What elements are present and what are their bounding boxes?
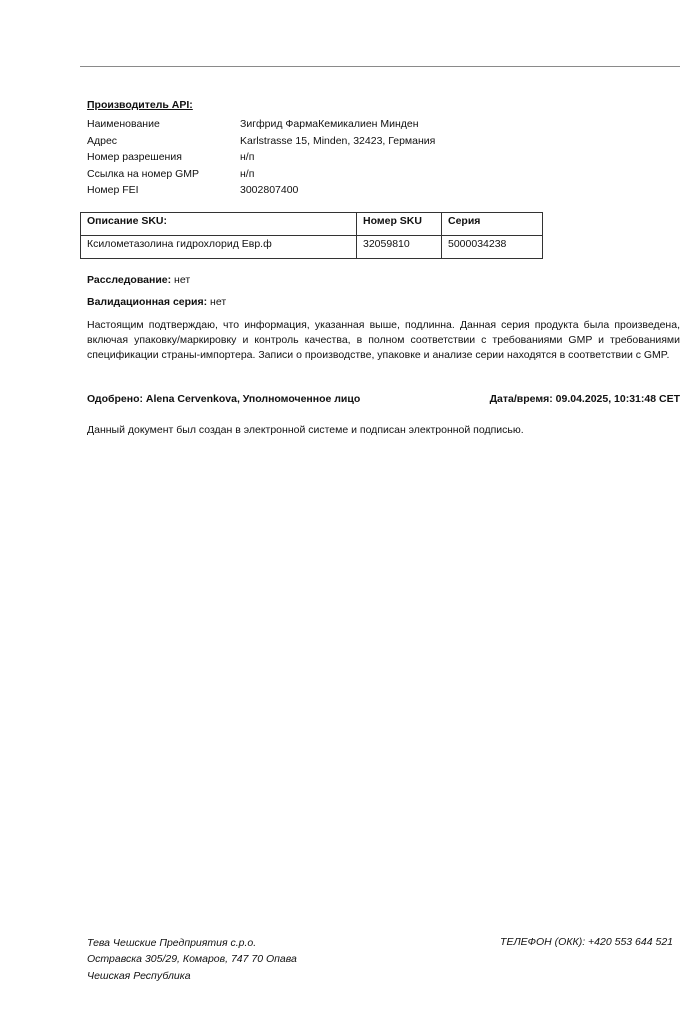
approval-row [87,392,680,407]
electronic-signature-note: Данный документ был создан в электронной системе и подписан электронной подписью. [87,424,524,436]
top-divider [80,66,680,67]
api-row [87,183,435,200]
sku-table [80,212,543,259]
footer-address: Остравска 305/29, Комаров, 747 70 Опава [87,953,297,966]
certification-statement: Настоящим подтверждаю, что информация, указанная выше, подлинна. Данная серия продукта была произведена, включая упаковку/маркировку и контроль качества, в полном соответствии с требованиями GMP и требованиями спецификации страны-импортера. Записи о производстве, упаковке и анализе серии находятся в соответствии с GMP. [87,319,680,362]
sku-cell-number: 32059810 [357,236,442,259]
api-row-value: н/п [240,167,255,180]
validation-line [87,295,680,310]
validation-value: нет [207,296,227,308]
footer-company: Тева Чешские Предприятия с.р.о. [87,937,257,949]
approved-by: Одобрено: Alena Cervenkova, Уполномоченное лицо [87,393,361,405]
approval-datetime: Дата/время: 09.04.2025, 10:31:48 CET [489,393,680,405]
api-producer-heading: Производитель API: [87,99,193,111]
api-row [87,134,435,151]
api-producer-section [87,98,680,200]
api-row-label: Адрес [87,134,118,147]
api-row-value: 3002807400 [240,184,299,197]
api-row-label: Номер разрешения [87,151,182,164]
sku-header-batch: Серия [442,213,543,236]
investigation-label: Расследование: [87,274,172,286]
sku-cell-description: Ксилометазолина гидрохлорид Евр.ф [81,236,357,259]
api-producer-table [87,117,435,200]
sku-header-description: Описание SKU: [81,213,357,236]
investigation-line [87,273,680,288]
sku-header-number: Номер SKU [357,213,442,236]
api-row [87,117,435,134]
sku-cell-batch: 5000034238 [442,236,543,259]
validation-label: Валидационная серия: [87,296,208,308]
investigation-value: нет [171,274,191,286]
footer-company-block [87,935,297,984]
table-row [81,236,543,259]
api-row-label: Номер FEI [87,184,139,197]
sku-table-header-row [81,213,543,236]
footer-phone: ТЕЛЕФОН (ОКК): +420 553 644 521 [500,936,673,948]
api-row-value: Karlstrasse 15, Minden, 32423, Германия [240,134,436,147]
api-row-label: Наименование [87,118,160,131]
api-row [87,167,435,184]
api-row [87,150,435,167]
api-row-value: н/п [240,151,255,164]
api-row-value: Зигфрид ФармаКемикалиен Минден [240,118,419,131]
footer-country: Чешская Республика [87,969,191,982]
api-row-label: Ссылка на номер GMP [87,167,200,180]
